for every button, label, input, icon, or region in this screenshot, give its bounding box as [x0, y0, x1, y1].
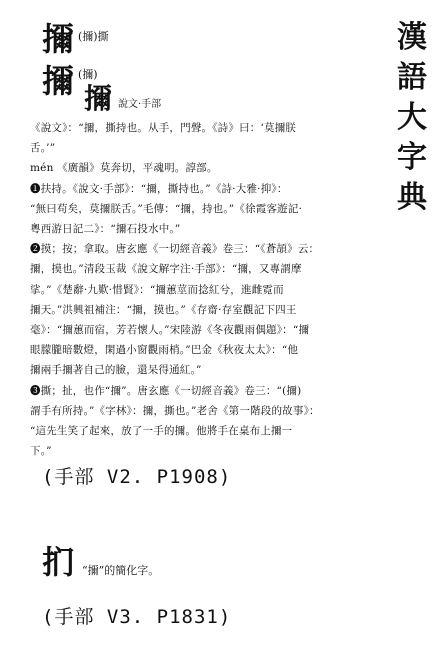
definition-line: 擟兩手擟著自己的臉，還呆得通紅。” — [30, 364, 202, 377]
title-char: 漢 — [397, 20, 427, 55]
definition-line: 謂手有所持。”《字林》：擟，撕也。”老舍《第一階段的故事》： — [30, 404, 320, 417]
head-character: 擟 — [42, 20, 75, 58]
definition-line: 舌。’” — [30, 142, 56, 155]
definition-line: 擟天。”洪興祖補注：“擟，摸也。”《存齋·存室觀記下四王 — [30, 303, 297, 316]
definition-line: 下。” — [30, 445, 52, 458]
definition-line: “這先生笑了起來，放了一手的擟。他將手在桌布上擟一 — [30, 425, 293, 438]
definition-line: ❶扶持。《說文·手部》：“擟，撕持也。”《詩·大雅·抑》： — [30, 182, 288, 195]
seal-script-character: 擟 — [84, 82, 113, 115]
head-character-variant: 擟 — [42, 62, 75, 100]
definition-line: “無曰苟矣，莫擟朕舌。”毛傳：“擟，持也。”《徐霞客遊記· — [30, 202, 303, 215]
title-char: 字 — [397, 140, 427, 175]
title-char: 語 — [397, 60, 427, 95]
definition-line: 挲。”《楚辭·九歎·惜賢》：“擟蕙莖而捻紅兮，進雌霓而 — [30, 283, 284, 296]
simplified-head-character: 扪 — [42, 543, 75, 581]
handwritten-reference: (手部 V3. P1831) — [42, 606, 232, 628]
dictionary-title — [393, 18, 431, 218]
handwritten-reference: (手部 V2. P1908) — [42, 466, 232, 488]
head-tag: (擟)撕 — [78, 30, 109, 43]
definition-line: mén 《廣韻》莫奔切，平魂明。諄部。 — [30, 162, 218, 175]
title-char: 典 — [397, 180, 427, 215]
title-char: 大 — [397, 100, 427, 135]
definition-line: 毫》：“擟蕙而宿，芳若懷人。”宋陸游《冬夜觀雨偶題》：“擟 — [30, 324, 310, 337]
definition-line: 眼朦朧暗數燈，閑過小窗觀雨梢。”巴金《秋夜太太》：“他 — [30, 344, 299, 357]
definition-line: 粵西游日記二》：“擟石投水中。” — [30, 223, 181, 236]
definition-line: ❸撕；扯，也作“擟”。唐玄應《一切經音義》卷三：“(擟) — [30, 384, 302, 397]
simplified-definition: “擟”的簡化字。 — [82, 564, 160, 577]
definition-line: ❷摸；按；拿取。唐玄應《一切經音義》卷三：“《蒼頡》云： — [30, 243, 320, 256]
entry-definition — [30, 118, 382, 461]
head-tag-2: (擟) — [78, 68, 98, 81]
seal-source: 說文·手部 — [118, 99, 162, 110]
definition-line: 擟，摸也。”清段玉裁《說文解字注·手部》：“擟，又專謂摩 — [30, 263, 302, 276]
definition-line: 《說文》：“擟，撕持也。从手，門聲。《詩》曰：‘莫擟朕 — [30, 122, 297, 134]
